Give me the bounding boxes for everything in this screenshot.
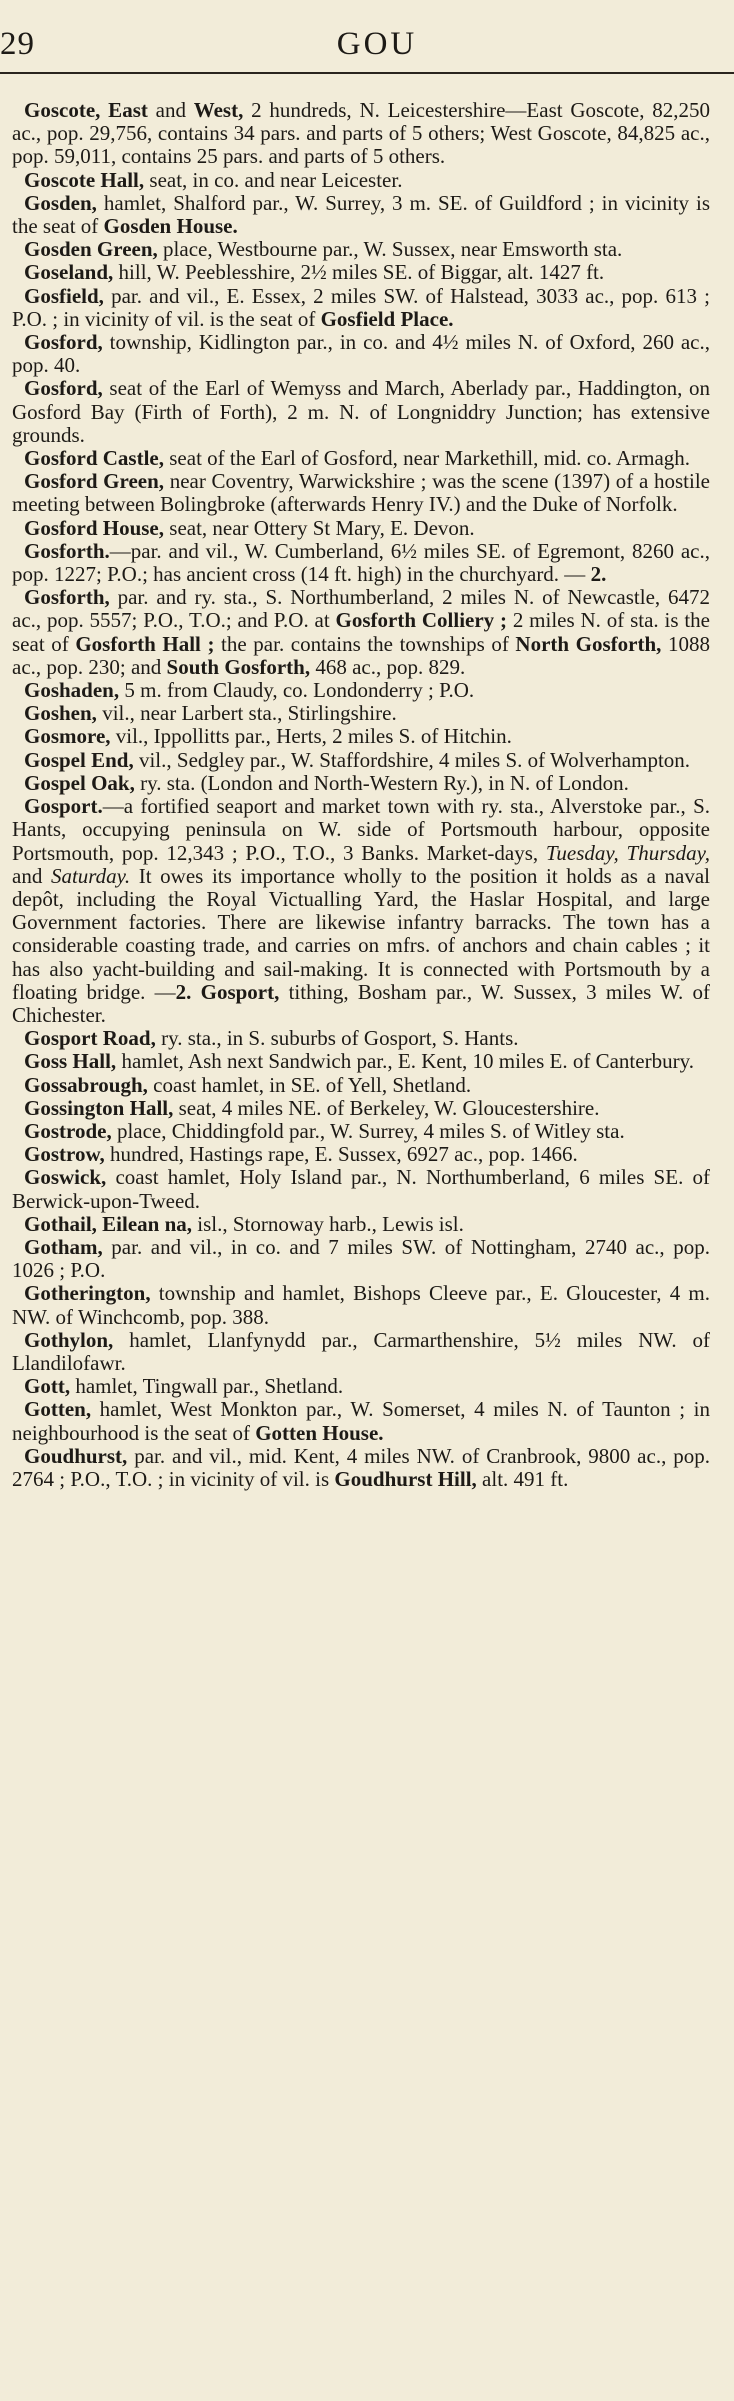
entry-list xyxy=(12,99,710,1491)
entry-gothylon: Gothylon, hamlet, Llanfynydd par., Carmarthenshire, 5½ miles NW. of Llandilofawr. xyxy=(12,1327,710,1375)
entry-gospel-oak: Gospel Oak, ry. sta. (London and North-Western Ry.), in N. of London. xyxy=(24,770,629,795)
entry-gosport: Gosport.—a fortified seaport and market town with ry. sta., Alverstoke par., S. Hants, occupying peninsula on W. side of Portsmouth harbour, opposite Portsmouth, pop. 12,343 ; P.O., T.O., 3 Banks. Market-days, Tuesday, Thursday, and Saturday. It owes its importance wholly to the position it holds as a naval depôt, including the Royal Victualling Yard, the Haslar Hospital, and large Government factories. There are likewise infantry barracks. The town has a considerable coasting trade, and carries on mfrs. of anchors and chain cables ; it has also yacht-building and sail-making. It is connected with Portsmouth by a floating bridge. —2. Gosport, tithing, Bosham par., W. Sussex, 3 miles W. of Chichester. xyxy=(12,794,710,1027)
entry-goshen: Goshen, vil., near Larbert sta., Stirlingshire. xyxy=(24,701,397,726)
header-rule xyxy=(0,72,734,74)
entry-goscote: Goscote, East and West, 2 hundreds, N. Leicestershire—East Goscote, 82,250 ac., pop. 29,756, contains 34 pars. and parts of 5 others; West Goscote, 84,825 ac., pop. 59,011, contains 25 pars. and parts of 5 others. xyxy=(12,98,710,169)
entry-gosden-green: Gosden Green, place, Westbourne par., W. Sussex, near Emsworth sta. xyxy=(24,237,623,262)
entry-gosford-house: Gosford House, seat, near Ottery St Mary, E. Devon. xyxy=(24,515,475,540)
entry-gossington-hall: Gossington Hall, seat, 4 miles NE. of Berkeley, W. Gloucestershire. xyxy=(24,1095,600,1120)
entry-gostrow: Gostrow, hundred, Hastings rape, E. Sussex, 6927 ac., pop. 1466. xyxy=(24,1142,578,1167)
entry-goscote-hall: Goscote Hall, seat, in co. and near Leicester. xyxy=(24,167,403,192)
entry-gothail: Gothail, Eilean na, isl., Stornoway harb., Lewis isl. xyxy=(24,1211,464,1236)
entry-goswick: Goswick, coast hamlet, Holy Island par., N. Northumberland, 6 miles SE. of Berwick-upon-Tweed. xyxy=(12,1165,710,1213)
entry-gotham: Gotham, par. and vil., in co. and 7 miles SW. of Nottingham, 2740 ac., pop. 1026 ; P.O. xyxy=(12,1234,710,1283)
entry-gosford-seat: Gosford, seat of the Earl of Wemyss and March, Aberlady par., Haddington, on Gosford Bay (Firth of Forth), 2 m. N. of Longniddry Junction; has extensive grounds. xyxy=(12,376,710,447)
entry-gott: Gott, hamlet, Tingwall par., Shetland. xyxy=(24,1374,344,1399)
entry-gosden: Gosden, hamlet, Shalford par., W. Surrey, 3 m. SE. of Guildford ; in vicinity is the seat of Gosden House. xyxy=(12,190,710,239)
entry-gossabrough: Gossabrough, coast hamlet, in SE. of Yell, Shetland. xyxy=(24,1072,472,1097)
entry-goseland: Goseland, hill, W. Peeblesshire, 2½ miles SE. of Biggar, alt. 1427 ft. xyxy=(24,260,605,285)
entry-gosfield: Gosfield, par. and vil., E. Essex, 2 miles SW. of Halstead, 3033 ac., pop. 613 ; P.O. ; in vicinity of vil. is the seat of Gosfield Place. xyxy=(12,283,710,331)
entry-gosford-township: Gosford, township, Kidlington par., in co. and 4½ miles N. of Oxford, 260 ac., pop. 40. xyxy=(12,330,710,378)
entry-gosport-road: Gosport Road, ry. sta., in S. suburbs of Gosport, S. Hants. xyxy=(24,1026,519,1051)
page-header xyxy=(0,0,734,72)
entry-gosforth-northumberland: Gosforth, par. and ry. sta., S. Northumberland, 2 miles N. of Newcastle, 6472 ac., pop. 5557; P.O., T.O.; and P.O. at Gosforth Colliery ; 2 miles N. of sta. is the seat of Gosforth Hall ; the par. contains the townships of North Gosforth, 1088 ac., pop. 230; and South Gosforth, 468 ac., pop. 829. xyxy=(12,585,710,679)
entry-gotten: Gotten, hamlet, West Monkton par., W. Somerset, 4 miles N. of Taunton ; in neighbourhood is the seat of Gotten House. xyxy=(12,1397,710,1445)
running-head: GOU xyxy=(336,26,418,62)
page-number: 29 xyxy=(0,26,35,62)
entry-gosford-green: Gosford Green, near Coventry, Warwickshire ; was the scene (1397) of a hostile meeting between Bolingbroke (afterwards Henry IV.) and the Duke of Norfolk. xyxy=(12,469,710,517)
entry-goss-hall: Goss Hall, hamlet, Ash next Sandwich par., E. Kent, 10 miles E. of Canterbury. xyxy=(24,1049,694,1074)
entry-gostrode: Gostrode, place, Chiddingfold par., W. Surrey, 4 miles S. of Witley sta. xyxy=(24,1118,625,1143)
entry-goshaden: Goshaden, 5 m. from Claudy, co. Londonderry ; P.O. xyxy=(24,678,475,703)
entry-gotherington: Gotherington, township and hamlet, Bishops Cleeve par., E. Gloucester, 4 m. NW. of Winchcomb, pop. 388. xyxy=(12,1281,710,1329)
entry-gosmore: Gosmore, vil., Ippollitts par., Herts, 2 miles S. of Hitchin. xyxy=(24,724,512,749)
entry-gosforth-cumberland: Gosforth.—par. and vil., W. Cumberland, 6½ miles SE. of Egremont, 8260 ac., pop. 1227; P.O.; has ancient cross (14 ft. high) in the churchyard. — 2. xyxy=(12,538,710,587)
entry-gosford-castle: Gosford Castle, seat of the Earl of Gosford, near Markethill, mid. co. Armagh. xyxy=(24,446,691,471)
entry-goudhurst: Goudhurst, par. and vil., mid. Kent, 4 miles NW. of Cranbrook, 9800 ac., pop. 2764 ; P.O., T.O. ; in vicinity of vil. is Goudhurst Hill, alt. 491 ft. xyxy=(12,1443,710,1491)
entry-gospel-end: Gospel End, vil., Sedgley par., W. Staffordshire, 4 miles S. of Wolverhampton. xyxy=(24,747,691,772)
